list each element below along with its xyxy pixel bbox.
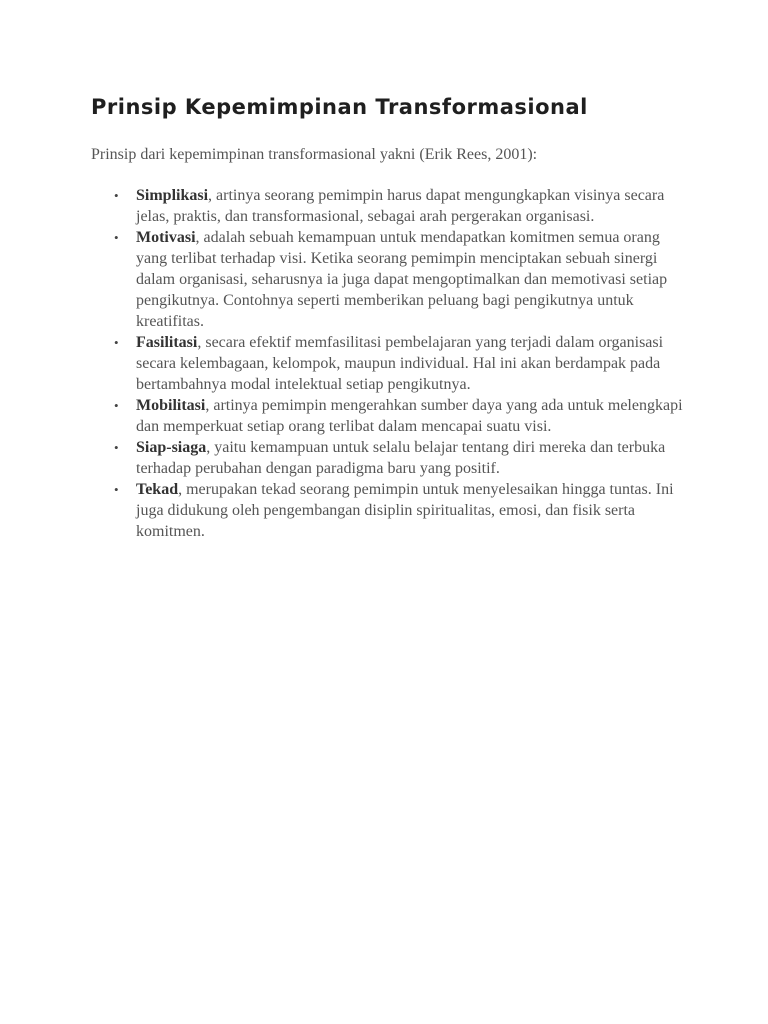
item-text: , merupakan tekad seorang pemimpin untuk menyelesaikan hingga tuntas. Ini juga didukung oleh pengembangan disiplin spiritualitas, emosi, dan fisik serta komitmen. [136,481,674,540]
item-term: Mobilitasi [136,397,206,414]
list-item [114,479,684,542]
item-term: Tekad [136,481,179,498]
item-text: , artinya pemimpin mengerahkan sumber daya yang ada untuk melengkapi dan memperkuat setiap orang terlibat dalam mencapai suatu visi. [136,397,683,435]
list-item [114,332,684,395]
bullet-icon: • [114,230,119,245]
item-term: Fasilitasi [136,334,198,351]
document-title: Prinsip Kepemimpinan Transformasional [91,95,588,119]
intro-paragraph: Prinsip dari kepemimpinan transformasional yakni (Erik Rees, 2001): [91,146,538,163]
item-term: Siap-siaga [136,439,207,456]
list-item [114,227,684,332]
item-term: Simplikasi [136,187,209,204]
list-item [114,395,684,437]
list-item [114,185,684,227]
principles-list [114,185,684,542]
item-text: , secara efektif memfasilitasi pembelajaran yang terjadi dalam organisasi secara kelembagaan, kelompok, maupun individual. Hal ini akan berdampak pada bertambahnya modal intelektual setiap pengikutnya. [136,334,664,393]
bullet-icon: • [114,482,119,497]
list-item [114,437,684,479]
item-text: , artinya seorang pemimpin harus dapat mengungkapkan visinya secara jelas, praktis, dan transformasional, sebagai arah pergerakan organisasi. [136,187,665,225]
bullet-icon: • [114,398,119,413]
bullet-icon: • [114,188,119,203]
bullet-icon: • [114,440,119,455]
bullet-icon: • [114,335,119,350]
item-term: Motivasi [136,229,196,246]
item-text: , adalah sebuah kemampuan untuk mendapatkan komitmen semua orang yang terlibat terhadap visi. Ketika seorang pemimpin menciptakan sebuah sinergi dalam organisasi, seharusnya ia juga dapat mengoptimalkan dan memotivasi setiap pengikutnya. Contohnya seperti memberikan peluang bagi pengikutnya untuk kreatifitas. [136,229,668,330]
item-text: , yaitu kemampuan untuk selalu belajar tentang diri mereka dan terbuka terhadap perubahan dengan paradigma baru yang positif. [136,439,666,477]
